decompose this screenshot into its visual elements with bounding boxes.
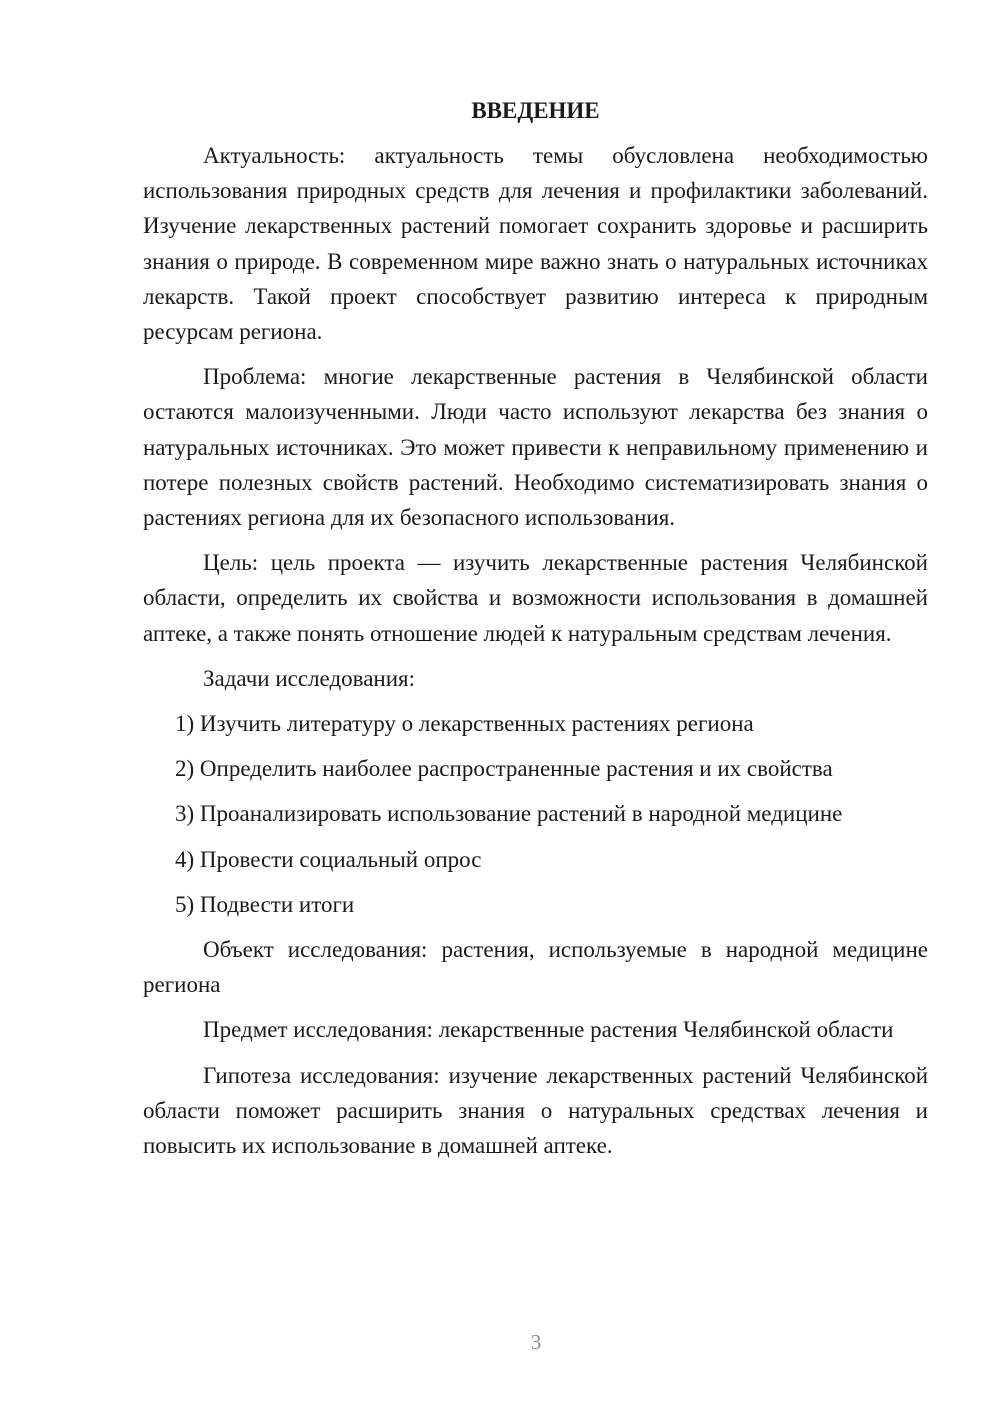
- task-item-1: 1) Изучить литературу о лекарственных растениях региона: [175, 711, 754, 737]
- subject-paragraph: Предмет исследования: лекарственные растения Челябинской области: [203, 1017, 894, 1043]
- task-item-3: 3) Проанализировать использование растений в народной медицине: [175, 801, 843, 827]
- goal-paragraph: Цель: цель проекта — изучить лекарственные растения Челябинской области, определить их свойства и возможности использования в домашней аптеке, а также понять отношение людей к натуральным средствам лечения.: [143, 550, 928, 646]
- relevance-paragraph: Актуальность: актуальность темы обусловлена необходимостью использования природных средств для лечения и профилактики заболеваний. Изучение лекарственных растений помогает сохранить здоровье и расширить знания о природе. В современном мире важно знать о натуральных источниках лекарств. Такой проект способствует развитию интереса к природным ресурсам региона.: [143, 143, 928, 345]
- object-paragraph: Объект исследования: растения, используемые в народной медицине региона: [143, 937, 928, 998]
- task-item-2: 2) Определить наиболее распространенные растения и их свойства: [175, 756, 833, 782]
- tasks-heading: Задачи исследования:: [203, 665, 416, 691]
- task-item-4: 4) Провести социальный опрос: [175, 846, 482, 872]
- section-title: ВВЕДЕНИЕ: [471, 98, 600, 123]
- task-item-5: 5) Подвести итоги: [175, 891, 355, 917]
- hypothesis-paragraph: Гипотеза исследования: изучение лекарственных растений Челябинской области поможет расширить знания о натуральных средствах лечения и повысить их использование в домашней аптеке.: [143, 1062, 928, 1159]
- problem-paragraph: Проблема: многие лекарственные растения в Челябинской области остаются малоизученными. Люди часто используют лекарства без знания о натуральных источниках. Это может привести к неправильному применению и потере полезных свойств растений. Необходимо систематизировать знания о растениях региона для их безопасного использования.: [143, 364, 928, 531]
- tasks-list: [143, 706, 928, 922]
- page-number: 3: [530, 1330, 542, 1354]
- page-content: [143, 93, 928, 1173]
